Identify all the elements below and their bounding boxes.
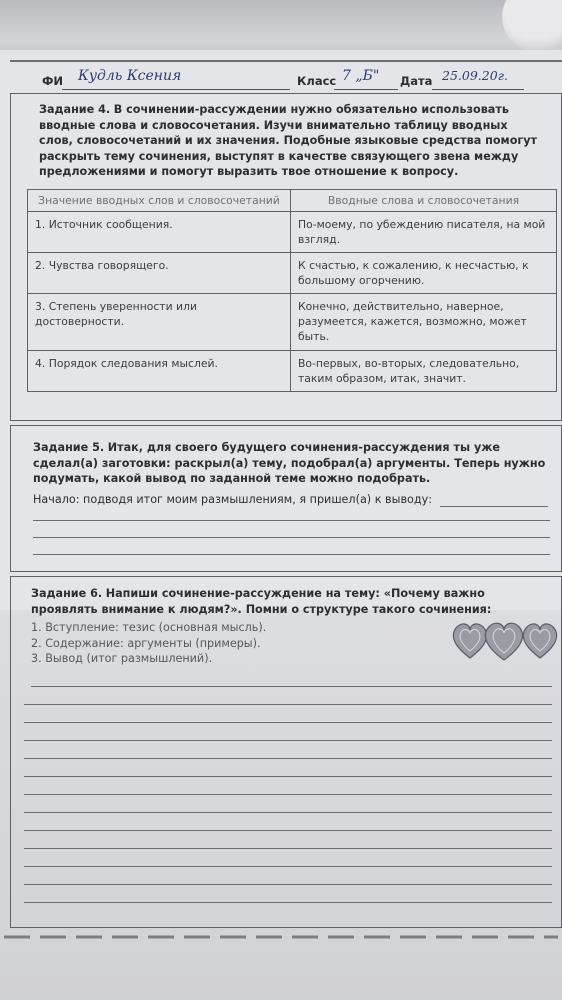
- answer-line[interactable]: [24, 884, 552, 885]
- answer-line[interactable]: [31, 686, 552, 687]
- structure-item: 3. Вывод (итог размышлений).: [31, 652, 213, 665]
- date-value[interactable]: 25.09.20г.: [442, 68, 508, 83]
- task5-body: Итак, для своего будущего сочинения-рассуждения ты уже сделал(а) заготовки: раскрыл(а) тему, подобрал(а) аргументы. Теперь нужно подумать, какой вывод по заданной теме можно подобрать.: [33, 441, 546, 485]
- table-row: [28, 212, 557, 253]
- task6-title: Задание 6.: [31, 587, 103, 600]
- answer-line[interactable]: [24, 902, 552, 903]
- answer-line[interactable]: [24, 812, 552, 813]
- name-label: ФИ: [42, 74, 64, 88]
- task5-title: Задание 5.: [33, 441, 105, 454]
- task6-structure-list: [31, 620, 431, 667]
- table-row: [28, 351, 557, 392]
- table-row: [28, 294, 557, 351]
- class-value[interactable]: 7 „Б": [342, 68, 380, 84]
- task6-text: [31, 586, 536, 617]
- task4-body: В сочинении-рассуждении нужно обязательно использовать вводные слова и словосочетания. Изучи внимательно таблицу вводных слов, словосочетаний и их значения. Подобные языковые средства помогут раскрыть тему сочинения, выступят в качестве связующего звена между предложениями и помогут выразить твое отношение к вопросу.: [39, 103, 538, 178]
- name-value[interactable]: Кудль Ксения: [78, 68, 182, 84]
- top-border-line: [10, 60, 562, 62]
- words-cell: Конечно, действительно, наверное, разумеется, кажется, возможно, может быть.: [291, 294, 557, 351]
- task6-body: Напиши сочинение-рассуждение на тему: «Почему важно проявлять внимание к людям?». Помни о структуре такого сочинения:: [31, 587, 492, 616]
- words-cell: К счастью, к сожалению, к несчастью, к большому огорчению.: [291, 253, 557, 294]
- answer-line[interactable]: [24, 704, 552, 705]
- answer-line[interactable]: [24, 722, 552, 723]
- task4-title: Задание 4.: [39, 103, 111, 116]
- answer-line[interactable]: [24, 866, 552, 867]
- task5-text: [33, 440, 553, 487]
- meaning-cell: 1. Источник сообщения.: [28, 212, 291, 253]
- table-row: [28, 253, 557, 294]
- words-cell: Во-первых, во-вторых, следовательно, таким образом, итак, значит.: [291, 351, 557, 392]
- answer-line[interactable]: [33, 554, 550, 555]
- col2-header: Вводные слова и словосочетания: [291, 190, 557, 212]
- task5-start: Начало: подводя итог моим размышлениям, я пришел(а) к выводу:: [33, 493, 433, 506]
- date-underline: [432, 89, 524, 90]
- class-label: Класс: [297, 74, 337, 88]
- meaning-cell: 2. Чувства говорящего.: [28, 253, 291, 294]
- table-header-row: [28, 190, 557, 212]
- answer-line[interactable]: [33, 537, 550, 538]
- hearts-decoration-icon: [450, 618, 560, 664]
- meaning-cell: 4. Порядок следования мыслей.: [28, 351, 291, 392]
- bottom-dashed-border: [0, 934, 562, 940]
- worksheet-page: [0, 50, 562, 1000]
- name-underline: [62, 89, 290, 90]
- answer-line[interactable]: [440, 506, 548, 507]
- class-underline: [334, 89, 398, 90]
- structure-item: 1. Вступление: тезис (основная мысль).: [31, 621, 267, 634]
- answer-line[interactable]: [24, 776, 552, 777]
- date-label: Дата: [400, 74, 433, 88]
- task4-text: [39, 102, 539, 180]
- answer-line[interactable]: [24, 794, 552, 795]
- words-cell: По-моему, по убеждению писателя, на мой взгляд.: [291, 212, 557, 253]
- answer-line[interactable]: [24, 830, 552, 831]
- structure-item: 2. Содержание: аргументы (примеры).: [31, 636, 261, 650]
- answer-line[interactable]: [24, 740, 552, 741]
- col1-header: Значение вводных слов и словосочетаний: [28, 190, 291, 212]
- student-info-row: [0, 68, 562, 94]
- answer-line[interactable]: [24, 848, 552, 849]
- answer-line[interactable]: [33, 520, 550, 521]
- answer-line[interactable]: [24, 758, 552, 759]
- meaning-cell: 3. Степень уверенности или достоверности.: [28, 294, 291, 351]
- introductory-words-table: [27, 189, 557, 392]
